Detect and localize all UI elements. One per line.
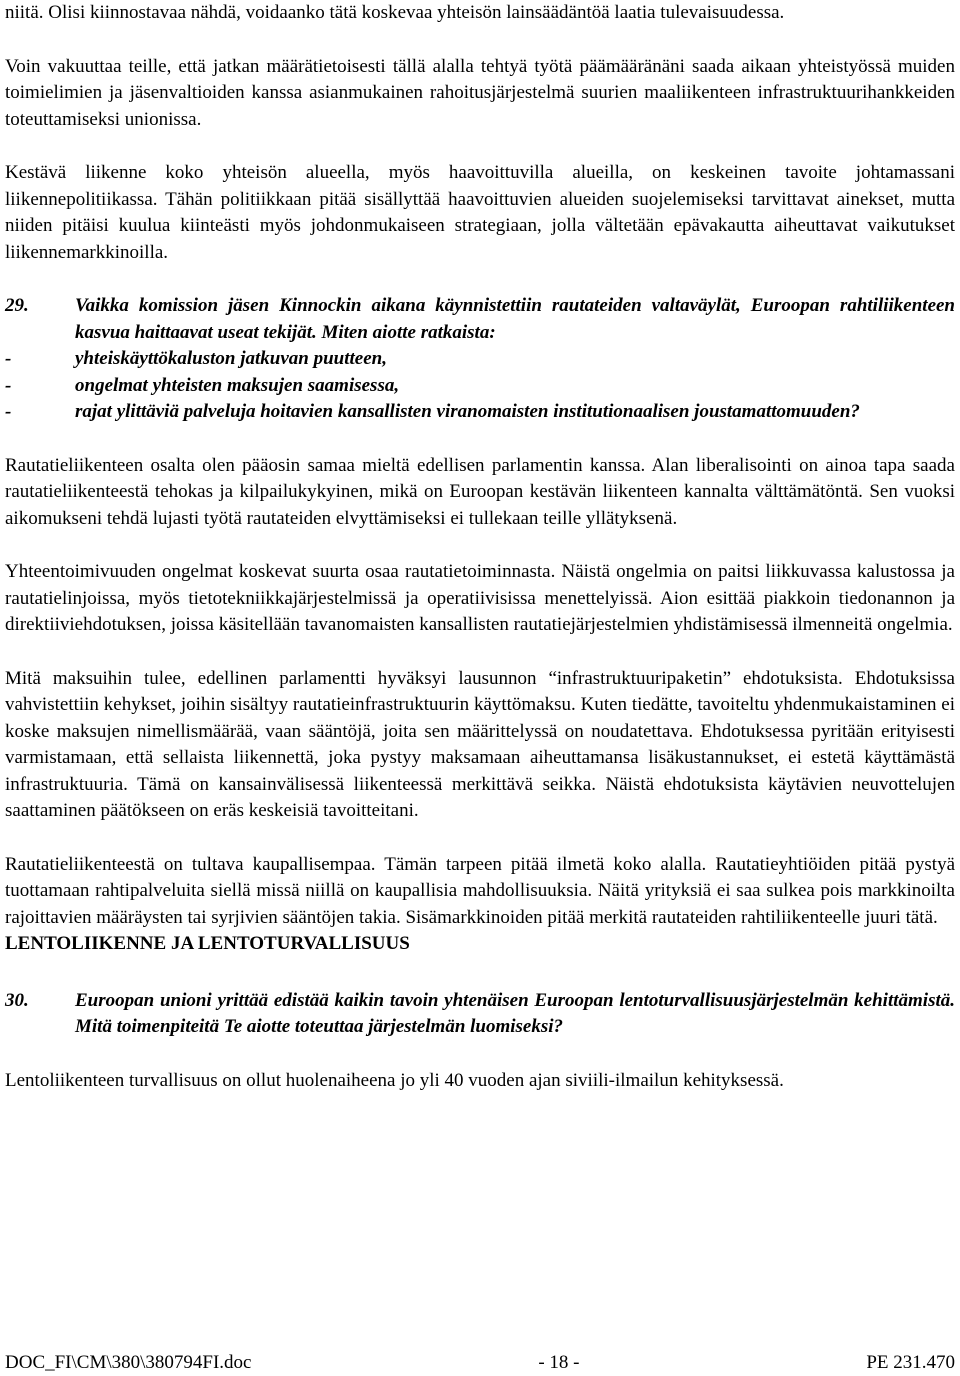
paragraph-interoperability: Yhteentoimivuuden ongelmat koskevat suurta osaa rautatietoiminnasta. Näistä ongelmia on paitsi liikkuvassa kalustossa ja rautatielinjoissa, myös tietotekniikkajärjestelmissä ja operatiivisissa menettelyissä. Aion esittää piakkoin tiedonannon ja direktiiviehdotuksen, joissa käsitellään tavanomaisten kansallisten rautatiejärjestelmien yhdistämisessä ilmenneitä ongelmia. xyxy=(5,561,955,635)
document-reference: DOC_FI\CM\380\380794FI.doc xyxy=(5,1352,252,1373)
dash-marker: - xyxy=(5,348,12,369)
paragraph-sustainable-transport: Kestävä liikenne koko yhteisön alueella, myös haavoittuvilla alueilla, on keskeinen tavoite johtamassani liikennepolitiikassa. Tähän politiikkaan pitää sisällyttää haavoittuvien alueiden suojelemiseksi tarvittavat ainekset, mutta niiden pitäisi kuulua kiinteästi myös johdonmukaiseen strategiaan, jolla vältetään epävakautta aiheuttavat vaikutukset liikennemarkkinoilla. xyxy=(5,162,955,263)
page-footer xyxy=(5,1350,955,1376)
question-30 xyxy=(5,988,955,1041)
list-item xyxy=(5,346,955,373)
paragraph-financing: Voin vakuuttaa teille, että jatkan määrätietoisesti tällä alalla tehtyä työtä päämääränäni saada aikaan yhteistyössä muiden toimielimien ja jäsenvaltioiden kanssa asianmukainen rahoitusjärjestelmä suurien maaliikenteen infrastruktuurihankkeiden toteuttamiseksi unionissa. xyxy=(5,55,955,130)
paragraph-aviation-safety: Lentoliikenteen turvallisuus on ollut huolenaiheena jo yli 40 vuoden ajan siviili-ilmailun kehityksessä. xyxy=(5,1069,784,1091)
list-item-text: rajat ylittäviä palveluja hoitavien kansallisten viranomaisten institutionaalisen joustamattomuuden? xyxy=(75,401,860,422)
pe-reference: PE 231.470 xyxy=(866,1352,955,1373)
question-number: 29. xyxy=(5,295,29,316)
question-29-list xyxy=(5,346,955,426)
paragraph-rail-liberalisation: Rautatieliikenteen osalta olen pääosin samaa mieltä edellisen parlamentin kanssa. Alan liberalisointi on ainoa tapa saada rautatieliikenteestä tehokas ja kilpailukykyinen, mikä on Euroopan kestävän liikenteen kannalta välttämätöntä. Sen vuoksi aikomukseni tehdä lujasti työtä rautateiden elvyttämiseksi ei tullekaan teille yllätyksenä. xyxy=(5,454,955,529)
paragraph-charges: Mitä maksuihin tulee, edellinen parlamentti hyväksyi lausunnon “infrastruktuuripaketin” ehdotuksista. Ehdotuksissa vahvistettiin kehykset, joihin sisältyy rautatieinfrastruktuurin käyttömaksu. Kuten tiedätte, tavoiteltu yhdenmukaistaminen ei koske maksujen nimellismäärää, vaan sääntöjä, joita sen määrittelyssä on noudatettava. Ehdotuksessa pyritään erityisesti varmistamaan, että sellaista liikennettä, joka pystyy maksamaan aiheuttamansa lisäkustannukset, ei estetä käyttämästä infrastruktuuria. Tämä on kansainvälisessä liikenteessä merkittävä seikka. Näistä ehdotuksista käytävien neuvottelujen saattaminen päätökseen on eräs keskeisiä tavoitteitani. xyxy=(5,667,955,821)
section-heading: LENTOLIIKENNE JA LENTOTURVALLISUUS xyxy=(5,933,410,954)
question-29 xyxy=(5,293,955,346)
paragraph-commercial-rail: Rautatieliikenteestä on tultava kaupallisempaa. Tämän tarpeen pitää ilmetä koko alalla. Rautatieyhtiöiden pitää pystyä tuottamaan rahtipalveluita siellä missä niillä on kaupallisia mahdollisuuksia. Näitä yrityksiä ei saa sulkea pois markkinoilta rajoittavien määräysten tai syrjivien sääntöjen takia. Sisämarkkinoiden pitää merkitä rautateiden rahtiliikenteelle juuri tätä. xyxy=(5,853,955,928)
paragraph-continued: niitä. Olisi kiinnostavaa nähdä, voidaanko tätä koskevaa yhteisön lainsäädäntöä laatia tulevaisuudessa. xyxy=(5,2,785,23)
document-page xyxy=(5,0,955,1094)
question-text: Vaikka komission jäsen Kinnockin aikana käynnistettiin rautateiden valtaväylät, Euroopan rahtiliikenteen kasvua haittaavat useat tekijät. Miten aiotte ratkaista: xyxy=(75,295,955,343)
question-number: 30. xyxy=(5,989,29,1011)
list-item xyxy=(5,399,955,426)
question-text: Euroopan unioni yrittää edistää kaikin tavoin yhtenäisen Euroopan lentoturvallisuusjärjestelmän kehittämistä. Mitä toimenpiteitä Te aiotte toteuttaa järjestelmän luomiseksi? xyxy=(75,989,955,1037)
dash-marker: - xyxy=(5,401,12,422)
dash-marker: - xyxy=(5,374,12,396)
list-item xyxy=(5,373,955,400)
list-item-text: yhteiskäyttökaluston jatkuvan puutteen, xyxy=(75,348,387,369)
page-number: - 18 - xyxy=(538,1352,580,1373)
list-item-text: ongelmat yhteisten maksujen saamisessa, xyxy=(75,374,400,396)
